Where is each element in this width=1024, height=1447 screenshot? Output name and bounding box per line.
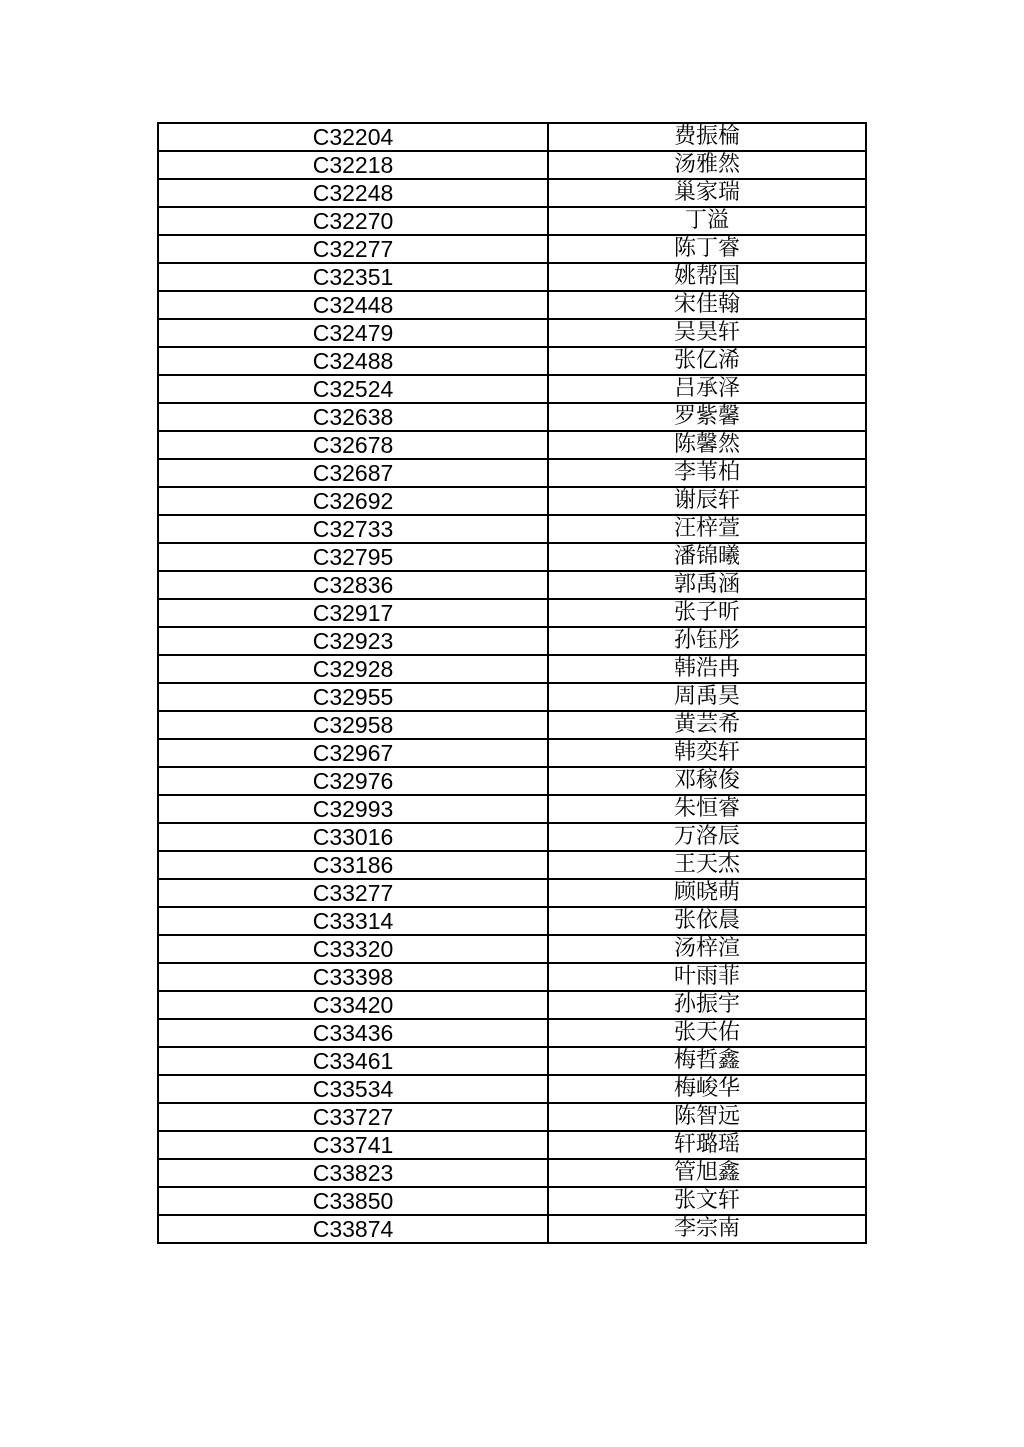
table-row [158, 263, 866, 291]
student-id-cell: C33461 [158, 1047, 548, 1075]
student-name-cell: 周禹昊 [548, 683, 866, 711]
table-row [158, 907, 866, 935]
table-row [158, 487, 866, 515]
student-id-cell: C33420 [158, 991, 548, 1019]
table-row [158, 1131, 866, 1159]
table-row [158, 683, 866, 711]
table-row [158, 599, 866, 627]
student-id-cell: C33186 [158, 851, 548, 879]
table-row [158, 1159, 866, 1187]
student-id-cell: C32204 [158, 123, 548, 151]
student-id-cell: C33436 [158, 1019, 548, 1047]
student-id-cell: C32923 [158, 627, 548, 655]
table-row [158, 935, 866, 963]
table-row [158, 655, 866, 683]
table-row [158, 767, 866, 795]
student-name-cell: 陈馨然 [548, 431, 866, 459]
student-name-cell: 轩璐瑶 [548, 1131, 866, 1159]
student-name-cell: 梅哲鑫 [548, 1047, 866, 1075]
student-name-cell: 巢家瑞 [548, 179, 866, 207]
student-id-cell: C32218 [158, 151, 548, 179]
student-name-cell: 郭禹涵 [548, 571, 866, 599]
student-id-cell: C32967 [158, 739, 548, 767]
student-id-cell: C32448 [158, 291, 548, 319]
student-id-cell: C32351 [158, 263, 548, 291]
student-name-cell: 李宗南 [548, 1215, 866, 1243]
roster-body [158, 123, 866, 1243]
student-name-cell: 韩奕轩 [548, 739, 866, 767]
student-name-cell: 孙振宇 [548, 991, 866, 1019]
student-id-cell: C32955 [158, 683, 548, 711]
student-id-cell: C32917 [158, 599, 548, 627]
student-name-cell: 谢辰轩 [548, 487, 866, 515]
student-id-cell: C32479 [158, 319, 548, 347]
student-name-cell: 黄芸希 [548, 711, 866, 739]
student-id-cell: C33398 [158, 963, 548, 991]
student-id-cell: C32270 [158, 207, 548, 235]
student-name-cell: 丁溢 [548, 207, 866, 235]
student-id-cell: C32836 [158, 571, 548, 599]
table-row [158, 543, 866, 571]
student-name-cell: 姚帮国 [548, 263, 866, 291]
student-id-cell: C32687 [158, 459, 548, 487]
student-id-cell: C33874 [158, 1215, 548, 1243]
student-id-cell: C33823 [158, 1159, 548, 1187]
student-name-cell: 吕承泽 [548, 375, 866, 403]
table-row [158, 879, 866, 907]
student-name-cell: 邓稼俊 [548, 767, 866, 795]
student-name-cell: 张亿浠 [548, 347, 866, 375]
table-row [158, 347, 866, 375]
table-row [158, 207, 866, 235]
student-name-cell: 罗紫馨 [548, 403, 866, 431]
student-name-cell: 李苇柏 [548, 459, 866, 487]
student-id-cell: C33741 [158, 1131, 548, 1159]
student-id-cell: C32993 [158, 795, 548, 823]
table-row [158, 1047, 866, 1075]
student-id-cell: C32248 [158, 179, 548, 207]
table-row [158, 319, 866, 347]
table-row [158, 711, 866, 739]
student-id-cell: C32976 [158, 767, 548, 795]
student-name-cell: 万洛辰 [548, 823, 866, 851]
student-name-cell: 张依晨 [548, 907, 866, 935]
table-row [158, 851, 866, 879]
student-name-cell: 叶雨菲 [548, 963, 866, 991]
student-name-cell: 孙钰彤 [548, 627, 866, 655]
student-id-cell: C32277 [158, 235, 548, 263]
student-name-cell: 陈丁睿 [548, 235, 866, 263]
student-name-cell: 汤雅然 [548, 151, 866, 179]
table-row [158, 459, 866, 487]
student-name-cell: 朱恒睿 [548, 795, 866, 823]
student-id-cell: C33850 [158, 1187, 548, 1215]
student-name-cell: 王天杰 [548, 851, 866, 879]
student-name-cell: 陈智远 [548, 1103, 866, 1131]
student-id-cell: C32928 [158, 655, 548, 683]
table-row [158, 627, 866, 655]
student-name-cell: 张天佑 [548, 1019, 866, 1047]
table-row [158, 1187, 866, 1215]
table-row [158, 515, 866, 543]
table-row [158, 823, 866, 851]
student-id-cell: C32488 [158, 347, 548, 375]
student-id-cell: C32795 [158, 543, 548, 571]
table-row [158, 123, 866, 151]
student-name-cell: 顾晓萌 [548, 879, 866, 907]
student-name-cell: 潘锦曦 [548, 543, 866, 571]
table-row [158, 739, 866, 767]
student-name-cell: 吴昊轩 [548, 319, 866, 347]
student-name-cell: 汤梓渲 [548, 935, 866, 963]
student-id-cell: C33314 [158, 907, 548, 935]
table-row [158, 431, 866, 459]
student-id-cell: C33727 [158, 1103, 548, 1131]
table-row [158, 1215, 866, 1243]
student-name-cell: 费振棆 [548, 123, 866, 151]
roster-table [157, 122, 867, 1244]
student-id-cell: C32733 [158, 515, 548, 543]
table-row [158, 235, 866, 263]
table-row [158, 963, 866, 991]
student-id-cell: C33320 [158, 935, 548, 963]
table-row [158, 1103, 866, 1131]
student-id-cell: C32692 [158, 487, 548, 515]
table-row [158, 1075, 866, 1103]
table-row [158, 179, 866, 207]
student-id-cell: C32678 [158, 431, 548, 459]
student-name-cell: 管旭鑫 [548, 1159, 866, 1187]
table-row [158, 375, 866, 403]
student-id-cell: C33277 [158, 879, 548, 907]
student-id-cell: C33016 [158, 823, 548, 851]
student-name-cell: 张子昕 [548, 599, 866, 627]
table-row [158, 795, 866, 823]
student-name-cell: 梅峻华 [548, 1075, 866, 1103]
table-row [158, 991, 866, 1019]
student-name-cell: 宋佳翰 [548, 291, 866, 319]
table-row [158, 1019, 866, 1047]
student-id-cell: C32638 [158, 403, 548, 431]
student-id-cell: C32524 [158, 375, 548, 403]
table-row [158, 151, 866, 179]
student-name-cell: 韩浩冉 [548, 655, 866, 683]
student-id-cell: C33534 [158, 1075, 548, 1103]
student-name-cell: 张文轩 [548, 1187, 866, 1215]
table-row [158, 403, 866, 431]
table-row [158, 571, 866, 599]
student-name-cell: 汪梓萱 [548, 515, 866, 543]
student-id-cell: C32958 [158, 711, 548, 739]
table-row [158, 291, 866, 319]
